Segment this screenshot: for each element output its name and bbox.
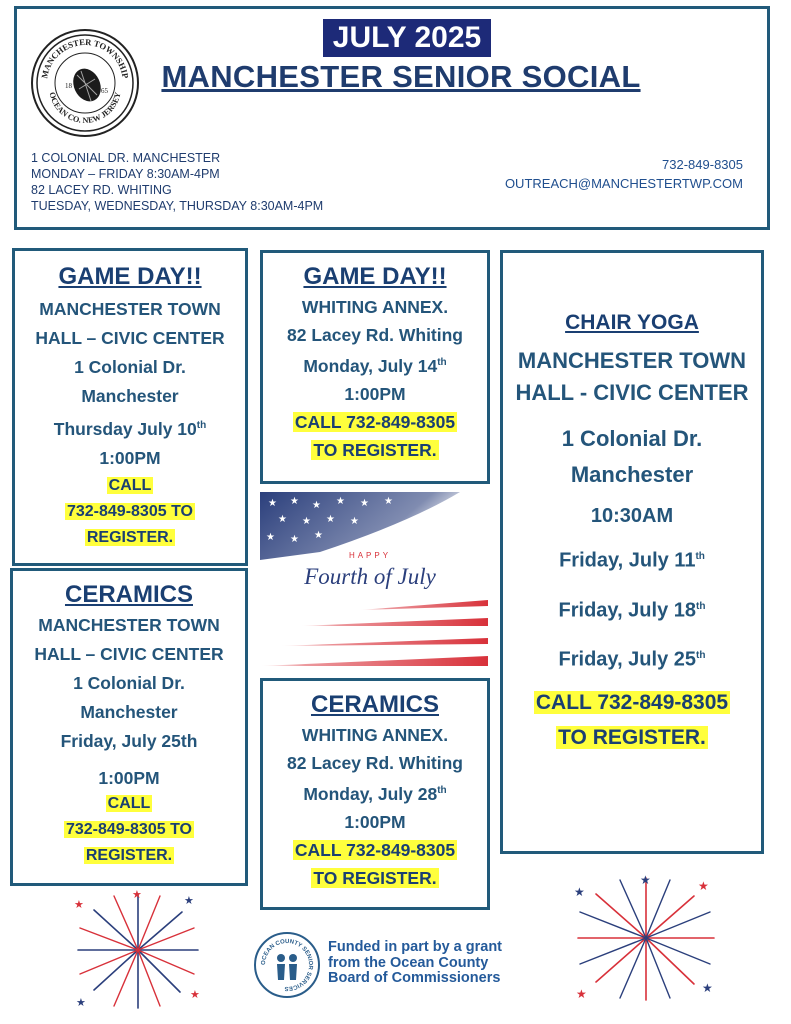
event-line: 82 Lacey Rd. Whiting bbox=[287, 325, 463, 345]
event-title: GAME DAY!! bbox=[58, 263, 202, 290]
svg-text:★: ★ bbox=[132, 888, 142, 901]
svg-text:★: ★ bbox=[574, 885, 585, 899]
event-date: Friday, July 18th bbox=[558, 599, 706, 622]
svg-text:★: ★ bbox=[74, 898, 84, 911]
funder-line: from the Ocean County bbox=[328, 954, 489, 971]
fourth-of-july-flag-graphic bbox=[260, 492, 488, 666]
register-call: CALL bbox=[108, 476, 152, 494]
svg-text:★: ★ bbox=[350, 516, 359, 527]
event-title: CERAMICS bbox=[310, 691, 439, 718]
funder-line: Board of Commissioners bbox=[328, 970, 501, 986]
township-seal bbox=[31, 29, 139, 137]
event-date: Friday, July 25th bbox=[558, 648, 706, 671]
flag-happy-text: HAPPY bbox=[348, 551, 392, 560]
event-date: Friday, July 25th bbox=[60, 731, 198, 751]
register-call: TO REGISTER. bbox=[558, 725, 706, 749]
event-title: CHAIR YOGA bbox=[565, 311, 699, 334]
event-line: Manchester bbox=[81, 386, 179, 406]
event-card-ceramics-whiting bbox=[260, 678, 490, 910]
register-call: REGISTER. bbox=[85, 847, 173, 864]
seal-year-left: 18 bbox=[65, 82, 72, 90]
event-line: WHITING ANNEX. bbox=[301, 297, 449, 317]
event-time: 10:30AM bbox=[590, 505, 674, 527]
register-call: TO REGISTER. bbox=[313, 867, 437, 888]
svg-text:★: ★ bbox=[698, 879, 709, 893]
register-call: CALL 732-849-8305 bbox=[294, 411, 456, 432]
fireworks-left-icon bbox=[72, 888, 204, 1012]
event-line: MANCHESTER TOWN bbox=[38, 615, 220, 635]
funder-credit bbox=[254, 932, 544, 998]
event-card-chair-yoga bbox=[500, 250, 764, 854]
event-line: Manchester bbox=[80, 702, 178, 722]
address-block bbox=[31, 150, 323, 214]
svg-text:★: ★ bbox=[702, 981, 713, 995]
event-line: WHITING ANNEX. bbox=[301, 725, 449, 745]
event-date: Monday, July 28th bbox=[303, 783, 447, 804]
fireworks-right-icon bbox=[570, 872, 720, 1004]
event-card-game-day-whiting bbox=[260, 250, 490, 484]
svg-text:★: ★ bbox=[336, 496, 345, 507]
event-line: HALL – CIVIC CENTER bbox=[34, 644, 224, 664]
event-line: 82 Lacey Rd. Whiting bbox=[287, 753, 463, 773]
svg-text:★: ★ bbox=[290, 534, 299, 545]
svg-text:★: ★ bbox=[268, 498, 277, 509]
register-call: TO REGISTER. bbox=[313, 439, 437, 460]
svg-text:★: ★ bbox=[278, 514, 287, 525]
event-line: HALL - CIVIC CENTER bbox=[515, 380, 749, 405]
event-line: MANCHESTER TOWN bbox=[517, 348, 747, 373]
event-time: 1:00PM bbox=[344, 811, 406, 832]
event-time: 1:00PM bbox=[344, 383, 406, 404]
address-line: 1 COLONIAL DR. MANCHESTER bbox=[31, 151, 221, 165]
contact-block bbox=[505, 155, 743, 193]
event-line: 1 Colonial Dr. bbox=[73, 673, 185, 693]
ocean-county-senior-services-logo bbox=[254, 932, 320, 998]
address-line: TUESDAY, WEDNESDAY, THURSDAY 8:30AM-4PM bbox=[31, 199, 324, 213]
register-call: CALL 732-849-8305 bbox=[535, 690, 729, 714]
event-line: 1 Colonial Dr. bbox=[74, 357, 186, 377]
event-time: 1:00PM bbox=[98, 768, 160, 788]
event-date: Friday, July 11th bbox=[559, 549, 705, 572]
page-title: MANCHESTER SENIOR SOCIAL bbox=[161, 59, 641, 94]
svg-text:★: ★ bbox=[326, 514, 335, 525]
event-line: Manchester bbox=[570, 462, 694, 487]
event-line: MANCHESTER TOWN bbox=[39, 299, 221, 319]
phone-number: 732-849-8305 bbox=[662, 157, 743, 172]
svg-text:★: ★ bbox=[190, 988, 200, 1001]
event-date: Monday, July 14th bbox=[303, 355, 447, 376]
funder-text bbox=[328, 940, 502, 987]
register-call: REGISTER. bbox=[86, 528, 174, 546]
event-line: HALL – CIVIC CENTER bbox=[35, 328, 225, 348]
register-call: 732-849-8305 TO bbox=[65, 821, 192, 838]
svg-text:★: ★ bbox=[360, 498, 369, 509]
svg-text:★: ★ bbox=[184, 894, 194, 907]
seal-bottom-text: OCEAN CO. NEW JERSEY bbox=[47, 91, 123, 126]
register-call: CALL bbox=[107, 795, 151, 812]
svg-text:★: ★ bbox=[76, 996, 86, 1009]
svg-text:★: ★ bbox=[640, 873, 651, 887]
register-call: CALL 732-849-8305 bbox=[294, 839, 456, 860]
address-line: MONDAY – FRIDAY 8:30AM-4PM bbox=[31, 167, 220, 181]
month-banner: JULY 2025 bbox=[323, 19, 491, 57]
svg-text:OCEAN COUNTY SENIOR SERVICES bbox=[261, 939, 313, 991]
seal-top-text: MANCHESTER TOWNSHIP bbox=[39, 36, 131, 80]
svg-text:★: ★ bbox=[314, 530, 323, 541]
event-title: GAME DAY!! bbox=[303, 263, 447, 290]
svg-text:★: ★ bbox=[302, 516, 311, 527]
event-time: 1:00PM bbox=[99, 447, 161, 468]
svg-text:★: ★ bbox=[290, 496, 299, 507]
svg-text:★: ★ bbox=[384, 496, 393, 507]
event-title: CERAMICS bbox=[64, 581, 193, 608]
township-seal-graphic bbox=[33, 31, 137, 135]
address-line: 82 LACEY RD. WHITING bbox=[31, 183, 172, 197]
seal-year-right: 65 bbox=[101, 87, 108, 95]
email-address: OUTREACH@MANCHESTERTWP.COM bbox=[504, 176, 743, 191]
event-card-ceramics-town-hall bbox=[10, 568, 248, 886]
svg-text:★: ★ bbox=[312, 500, 321, 511]
svg-text:★: ★ bbox=[266, 532, 275, 543]
logo-text: OCEAN COUNTY SENIOR SERVICES bbox=[260, 938, 314, 992]
event-line: 1 Colonial Dr. bbox=[561, 426, 703, 451]
header-panel bbox=[14, 6, 770, 230]
register-call: 732-849-8305 TO bbox=[66, 502, 193, 520]
svg-text:★: ★ bbox=[576, 987, 587, 1001]
event-date: Thursday July 10th bbox=[53, 418, 207, 439]
flag-script-text: Fourth of July bbox=[304, 564, 436, 589]
event-card-game-day-town-hall bbox=[12, 248, 248, 566]
funder-line: Funded in part by a grant bbox=[328, 939, 503, 955]
